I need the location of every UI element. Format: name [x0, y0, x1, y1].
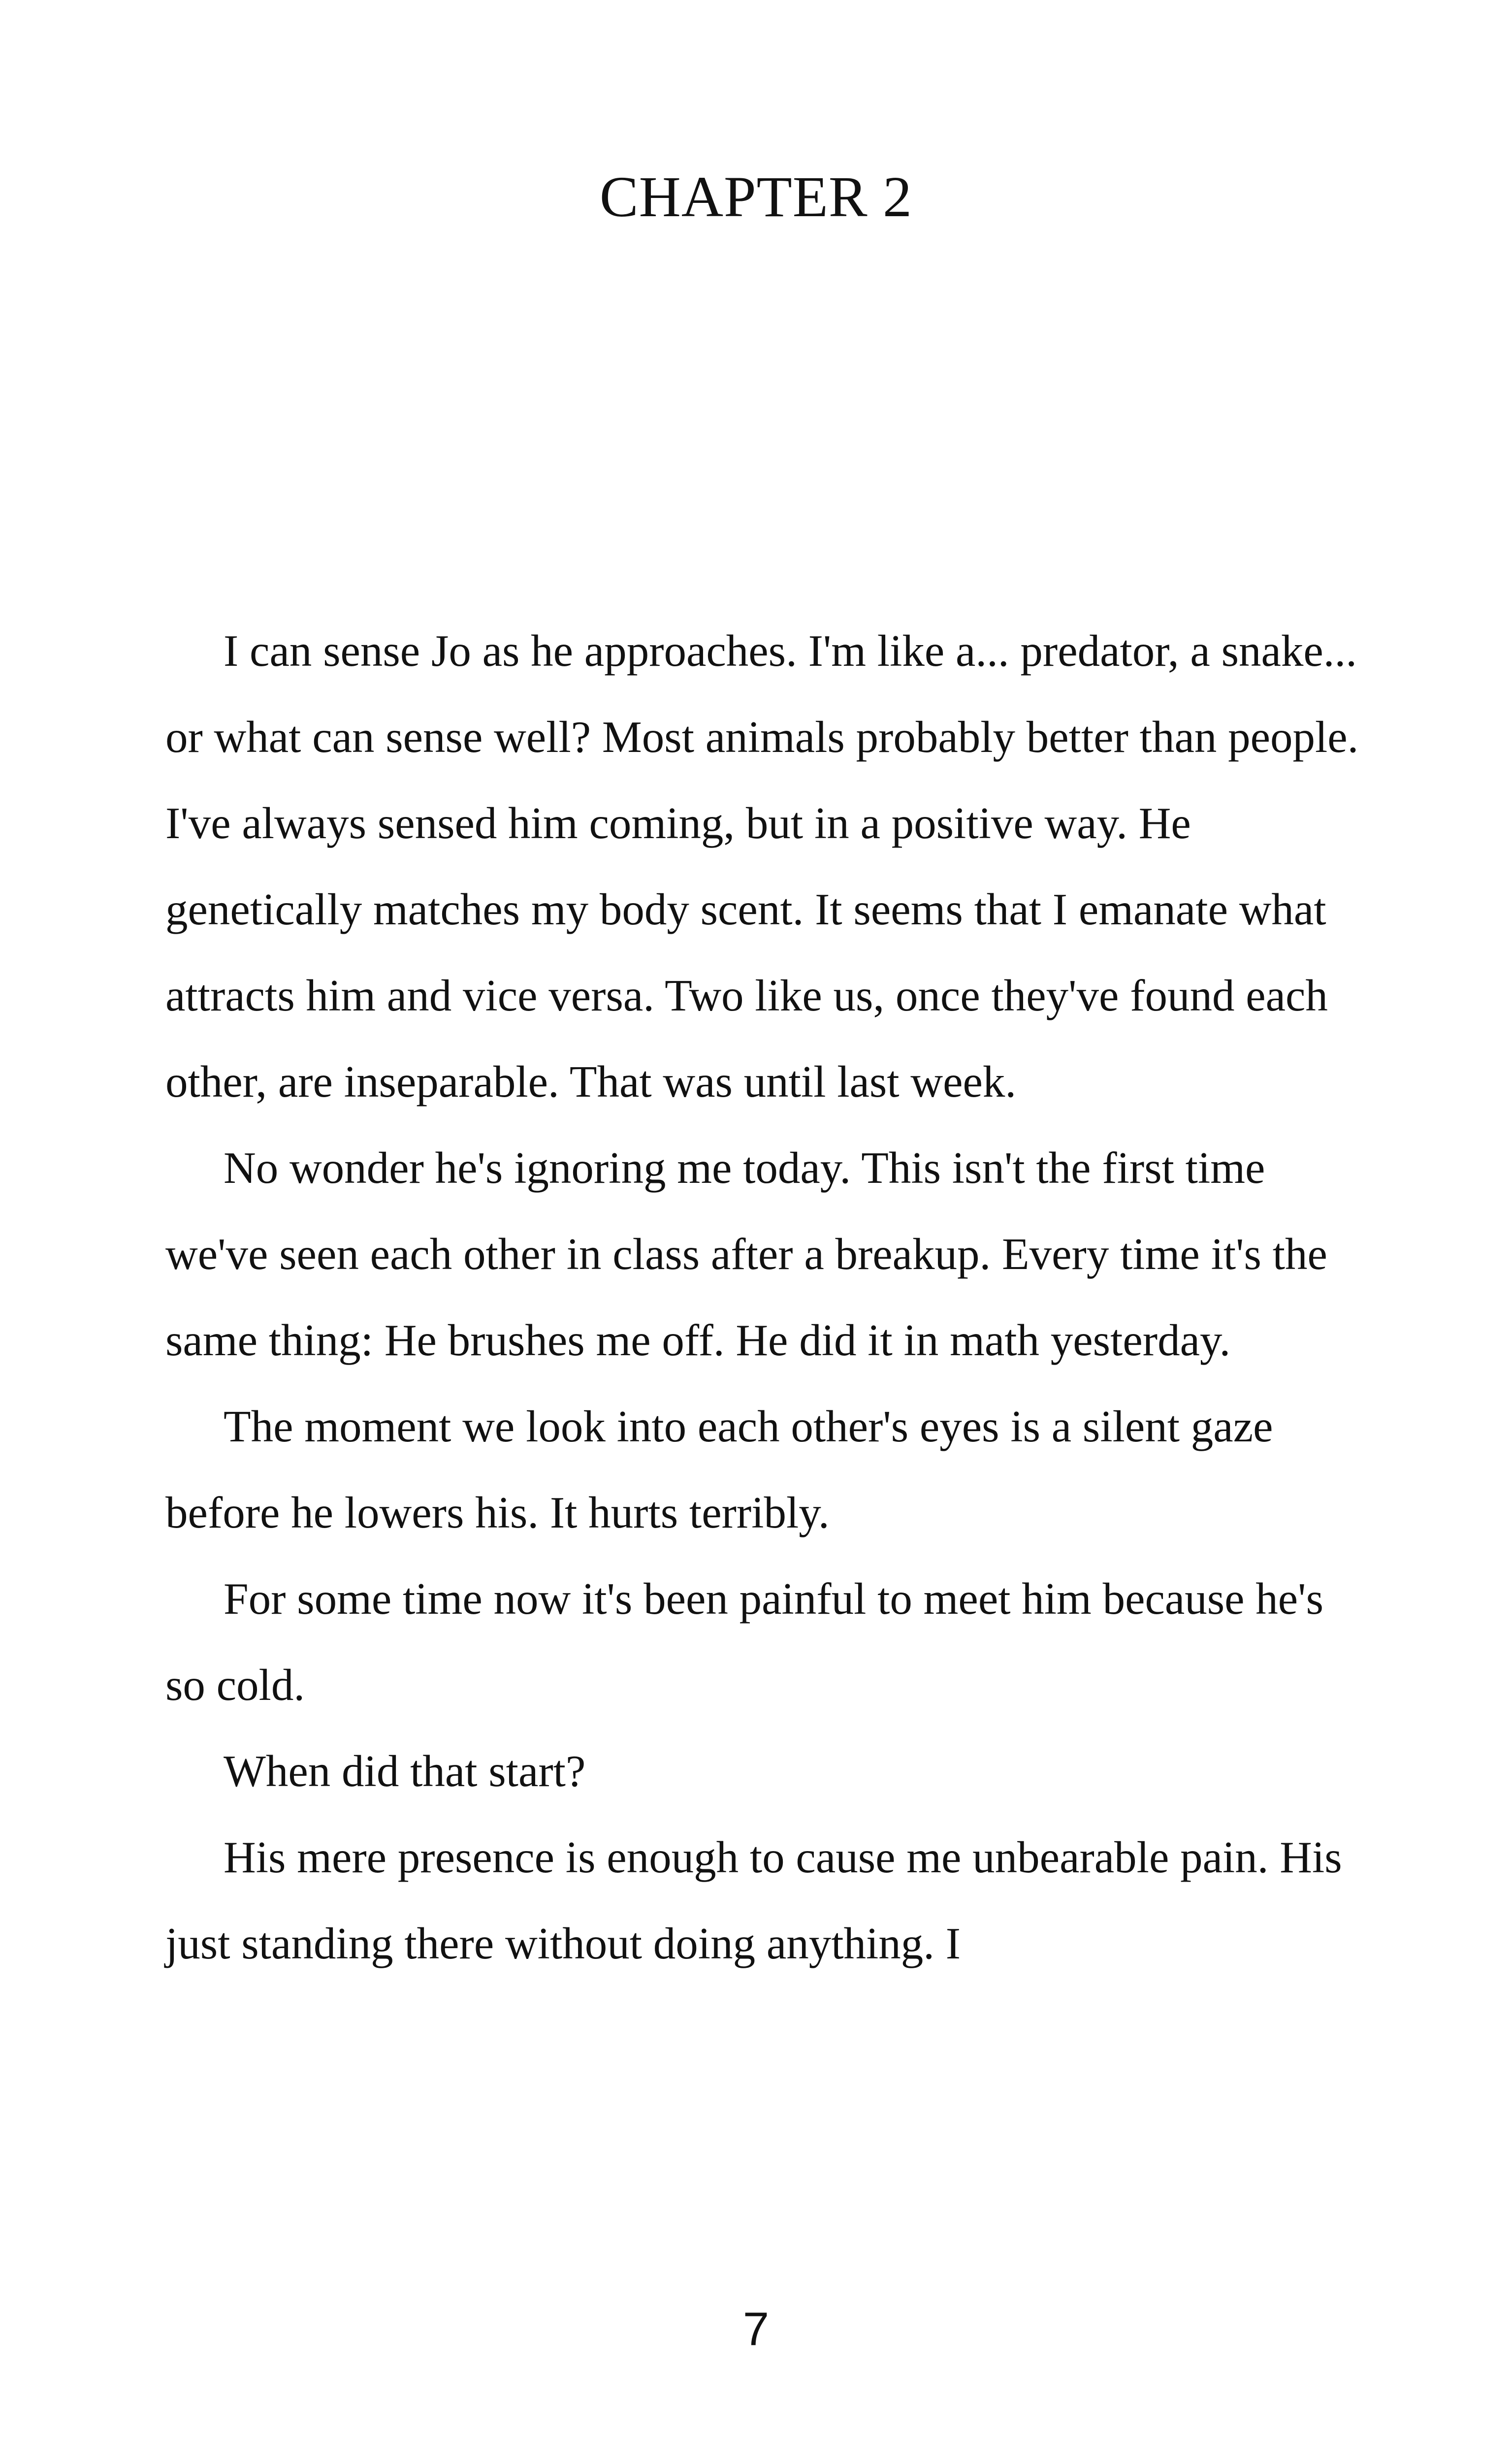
paragraph: When did that start?	[224, 1746, 586, 1796]
paragraph: The moment we look into each other's eyes is a silent gaze before he lowers his. It hurts terribly.	[165, 1401, 1273, 1537]
paragraph: No wonder he's ignoring me today. This isn't the first time we've seen each other in class after a breakup. Every time it's the same thing: He brushes me off. He did it in math yesterday.	[165, 1143, 1327, 1365]
chapter-body	[165, 608, 1362, 1987]
paragraph: For some time now it's been painful to meet him because he's so cold.	[165, 1574, 1323, 1710]
chapter-title: CHAPTER 2	[599, 164, 913, 229]
paragraph: I can sense Jo as he approaches. I'm like a... predator, a snake... or what can sense well? Most animals probably better than people. I've always sensed him coming, but in a positive way. He genetically matches my body scent. It seems that I emanate what attracts him and vice versa. Two like us, once they've found each other, are inseparable. That was until last week.	[165, 626, 1359, 1107]
page-number: 7	[742, 2303, 770, 2355]
paragraph: His mere presence is enough to cause me unbearable pain. His just standing there without doing anything. I	[165, 1832, 1342, 1968]
